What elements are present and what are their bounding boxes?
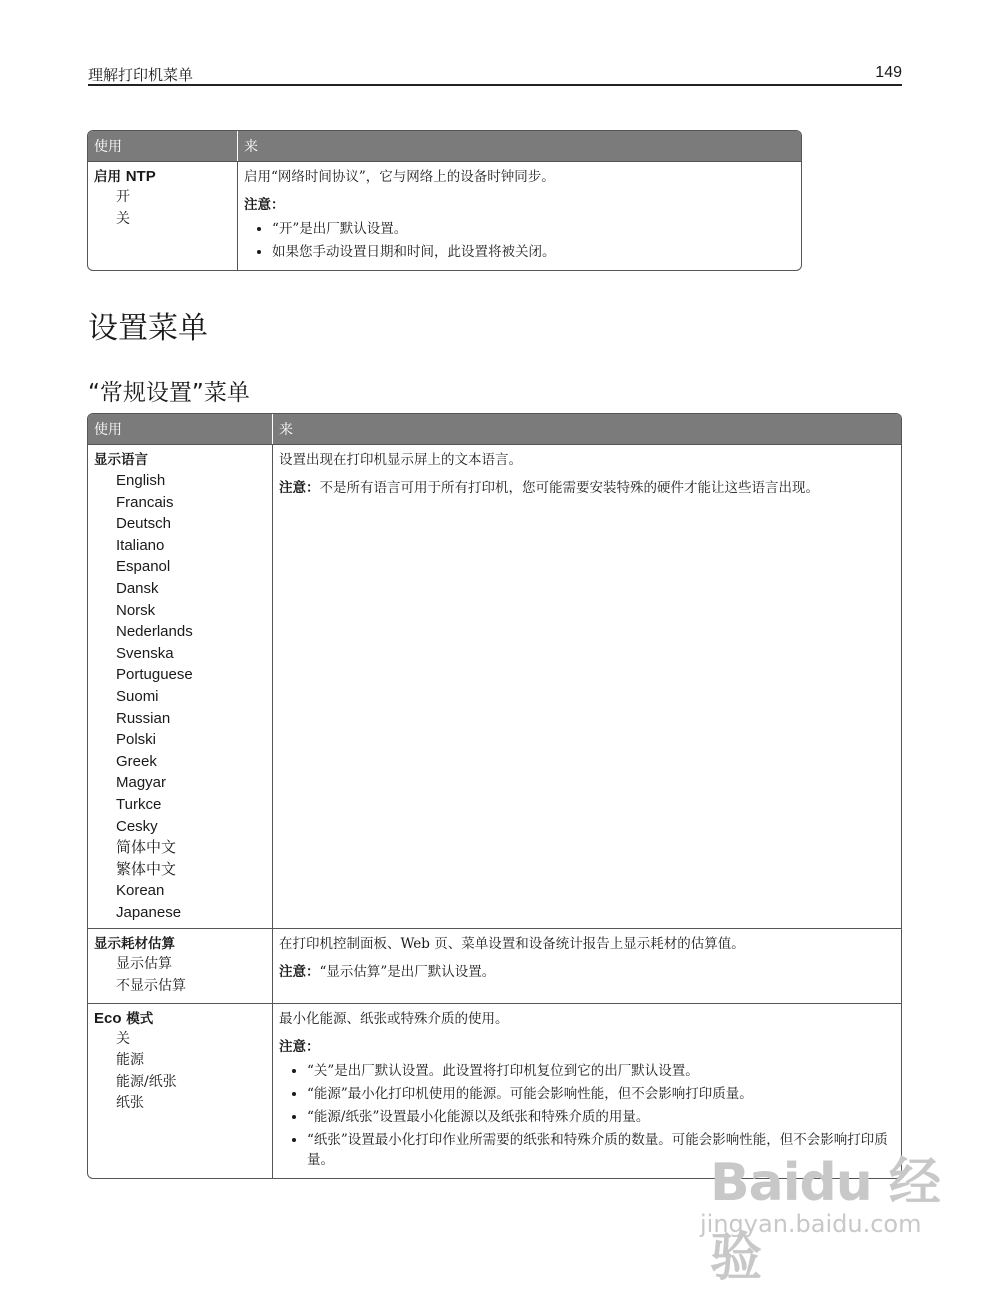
language-option: Suomi — [116, 687, 159, 705]
option-value: 开 — [116, 189, 130, 205]
option-title: 显示语言 — [94, 452, 148, 468]
option-title — [94, 1009, 266, 1029]
note-bullet: • “纸张”设置最小化打印作业所需要的纸张和特殊介质的数量。可能会影响性能，但不会影响打印质量。 — [307, 1130, 895, 1170]
note-text: 不是所有语言可用于所有打印机，您可能需要安装特殊的硬件才能让这些语言出现。 — [319, 480, 819, 496]
language-option: Francais — [116, 493, 174, 511]
table-row — [88, 444, 901, 928]
language-option: Magyar — [116, 774, 167, 792]
option-cell — [88, 444, 272, 928]
language-option: 简体中文 — [116, 839, 177, 857]
option-value: 显示估算 — [116, 956, 172, 973]
note-bullet: • “能源”最小化打印机使用的能源。可能会影响性能，但不会影响打印质量。 — [307, 1084, 895, 1104]
language-option: Norsk — [116, 601, 156, 619]
note-label: 注意： — [279, 480, 320, 496]
note — [279, 962, 895, 982]
language-option: Deutsch — [116, 515, 172, 533]
option-cell — [88, 928, 272, 1002]
language-list — [94, 470, 266, 923]
note-bullet: • “关”是出厂默认设置。此设置将打印机复位到它的出厂默认设置。 — [307, 1061, 895, 1081]
column-header-use: 使用 — [88, 414, 272, 444]
language-option: Portuguese — [116, 666, 193, 684]
option-title-latin: Eco — [94, 1009, 122, 1027]
note-bullet: • “能源/纸张”设置最小化能源以及纸张和特殊介质的用量。 — [307, 1107, 895, 1127]
language-option: 繁体中文 — [116, 860, 177, 878]
description: 设置出现在打印机显示屏上的文本语言。 — [279, 452, 522, 468]
note — [279, 1037, 895, 1057]
table-row — [88, 161, 801, 270]
page-header — [88, 62, 902, 86]
option-title-suffix: 模式 — [121, 1010, 154, 1027]
ntp-table — [87, 130, 802, 271]
note-bullets — [244, 219, 795, 262]
language-option: Svenska — [116, 644, 174, 662]
description-cell — [237, 161, 801, 270]
note-label: 注意： — [279, 1038, 320, 1055]
option-title — [94, 167, 231, 187]
option-value: 不显示估算 — [116, 978, 186, 995]
option-value: 能源 — [116, 1052, 144, 1069]
language-option: Russian — [116, 709, 171, 727]
column-header-use: 使用 — [88, 131, 237, 161]
description: 启用“网络时间协议”，它与网络上的设备时钟同步。 — [244, 169, 555, 185]
language-option: English — [116, 472, 166, 489]
page-number: 149 — [875, 64, 902, 81]
option-value: 关 — [116, 210, 130, 227]
language-option: Turkce — [116, 795, 162, 813]
note-label: 注意： — [244, 197, 285, 213]
language-option: Polski — [116, 731, 157, 749]
note-text: “显示估算”是出厂默认设置。 — [319, 964, 496, 981]
option-value: 纸张 — [116, 1095, 144, 1112]
general-settings-table — [87, 413, 902, 1179]
option-cell — [88, 1003, 272, 1178]
option-cell — [88, 161, 237, 270]
note-label: 注意： — [279, 964, 320, 981]
section-title: 设置菜单 — [88, 311, 208, 346]
option-values — [94, 954, 266, 997]
description-cell — [272, 928, 901, 1002]
note — [244, 195, 795, 215]
table-row — [88, 928, 901, 1002]
language-option: Korean — [116, 882, 165, 900]
baidu-watermark — [700, 1140, 940, 1288]
description-cell — [272, 444, 901, 928]
description: 在打印机控制面板、Web 页、菜单设置和设备统计报告上显示耗材的估算值。 — [279, 936, 745, 953]
option-title-latin: NTP — [125, 168, 156, 185]
language-option: Cesky — [116, 817, 158, 835]
note — [279, 478, 895, 498]
description: 最小化能源、纸张或特殊介质的使用。 — [279, 1010, 509, 1027]
language-option: Nederlands — [116, 623, 193, 641]
note-bullet: • 如果您手动设置日期和时间，此设置将被关闭。 — [272, 242, 795, 262]
subsection-title: “常规设置”菜单 — [88, 380, 250, 406]
column-header-purpose: 来 — [272, 414, 901, 444]
option-value: 关 — [116, 1030, 130, 1047]
option-values — [94, 1029, 266, 1115]
note-bullet: • “开”是出厂默认设置。 — [272, 219, 795, 239]
language-option: Japanese — [116, 903, 182, 921]
language-option: Dansk — [116, 579, 159, 597]
watermark-url: jingyan.baidu.com — [700, 1210, 922, 1238]
language-option: Espanol — [116, 558, 171, 576]
language-option: Italiano — [116, 536, 165, 554]
option-value: 能源/纸张 — [116, 1073, 177, 1090]
option-values — [94, 187, 231, 230]
column-header-purpose: 来 — [237, 131, 801, 161]
header-title: 理解打印机菜单 — [88, 66, 194, 84]
language-option: Greek — [116, 752, 157, 770]
option-title: 显示耗材估算 — [94, 936, 175, 953]
option-title-prefix: 启用 — [94, 169, 126, 185]
watermark-logo: Baidu 经验 — [710, 1153, 940, 1288]
